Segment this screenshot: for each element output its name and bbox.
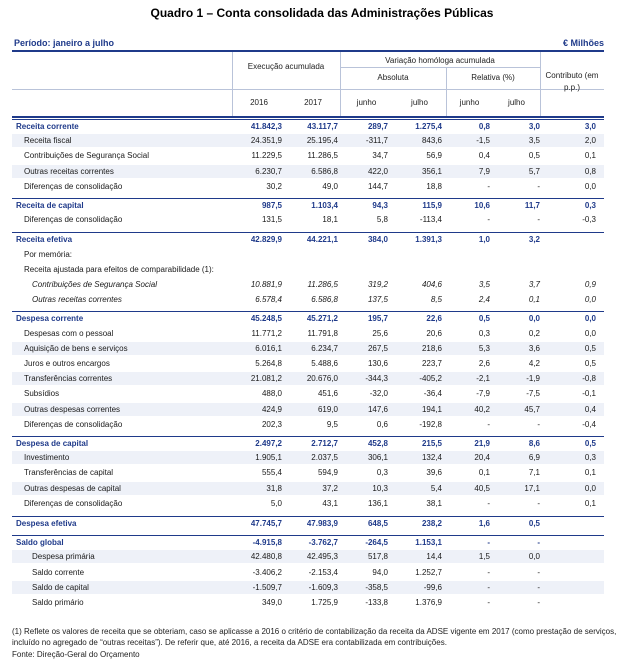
row-value: 136,1 <box>367 498 388 508</box>
table-row <box>12 180 604 193</box>
table-row <box>12 372 604 385</box>
row-value: 1.376,9 <box>415 598 442 607</box>
row-value: 5,8 <box>376 215 388 225</box>
row-value: 0,5 <box>584 439 596 448</box>
row-value: 6.234,7 <box>311 343 338 353</box>
row-value: - <box>487 419 490 429</box>
table-row <box>12 451 604 464</box>
row-value: -1,5 <box>476 136 490 146</box>
row-value: - <box>537 598 540 607</box>
row-label: Despesa efetiva <box>16 519 77 528</box>
row-value: 215,5 <box>421 439 442 448</box>
row-label: Subsídios <box>24 389 60 399</box>
row-value: 43,1 <box>322 498 338 508</box>
row-value: 555,4 <box>261 468 282 478</box>
row-value: 40,5 <box>474 483 490 493</box>
row-value: 488,0 <box>261 389 282 399</box>
row-value: -2,1 <box>476 374 490 384</box>
row-value: 17,1 <box>524 483 540 493</box>
row-value: 0,1 <box>584 468 596 478</box>
row-value: 195,7 <box>367 314 388 324</box>
table-row <box>12 311 604 324</box>
row-value: 5,7 <box>528 166 540 176</box>
table-row <box>12 232 604 245</box>
row-value: 1.252,7 <box>415 567 442 577</box>
row-value: 94,3 <box>372 201 388 210</box>
row-value: 39,6 <box>426 468 442 478</box>
row-value: 6.578,4 <box>255 295 282 305</box>
table-row <box>12 248 604 261</box>
row-value: 137,5 <box>367 295 388 305</box>
row-value: 38,1 <box>426 498 442 508</box>
row-value: 223,7 <box>421 359 442 368</box>
row-value: 1,5 <box>478 552 490 562</box>
row-value: 5,3 <box>478 343 490 353</box>
row-value: 130,6 <box>367 359 388 368</box>
header-absoluta: Absoluta <box>377 73 409 82</box>
row-value: 451,6 <box>317 389 338 399</box>
row-value: -2.153,4 <box>308 567 338 577</box>
row-label: Outras receitas correntes <box>32 295 122 305</box>
footnote: (1) Reflete os valores de receita que se obteriam, caso se aplicasse a 2016 o critério de contabilização da receita da ADSE vigente em 2017 (como prestação de serviços, incluído no agregado de “outras receitas”). De referir que, até 2016, a receita da ADSE era contabilizada em contribuições. <box>12 627 617 647</box>
row-value: 0,1 <box>528 295 540 305</box>
table-row <box>12 436 604 449</box>
row-value: 452,8 <box>367 439 388 448</box>
row-value: 422,0 <box>367 166 388 176</box>
row-value: - <box>537 498 540 508</box>
row-value: 20.676,0 <box>306 374 338 384</box>
row-value: 21.081,2 <box>250 374 282 384</box>
table-row <box>12 149 604 162</box>
row-value: -32,0 <box>369 389 388 399</box>
row-label: Contribuições de Segurança Social <box>24 151 149 161</box>
table-row <box>12 550 604 563</box>
row-value: 56,9 <box>426 151 442 161</box>
row-value: 49,0 <box>322 181 338 191</box>
table-row <box>12 278 604 291</box>
table-row <box>12 535 604 548</box>
row-value: 0,0 <box>584 295 596 305</box>
table-row <box>12 165 604 178</box>
row-value: 0,1 <box>584 151 596 161</box>
table-row <box>12 198 604 211</box>
row-value: 41.842,3 <box>250 122 282 131</box>
row-value: 0,4 <box>584 404 596 414</box>
row-value: 24.351,9 <box>250 136 282 146</box>
row-value: 0,3 <box>584 201 596 210</box>
row-value: - <box>487 598 490 607</box>
header-variacao: Variação homóloga acumulada <box>385 56 495 65</box>
row-value: 3,7 <box>528 280 540 289</box>
row-value: 1.391,3 <box>415 235 442 245</box>
row-value: -311,7 <box>365 136 388 146</box>
row-value: -1,9 <box>526 374 540 384</box>
row-value: 0,5 <box>584 359 596 368</box>
row-value: 5,4 <box>430 483 442 493</box>
row-label: Juros e outros encargos <box>24 359 110 368</box>
row-value: 14,4 <box>426 552 442 562</box>
row-value: 1.275,4 <box>415 122 442 131</box>
row-value: 0,5 <box>528 519 540 528</box>
row-label: Saldo corrente <box>32 567 85 577</box>
row-label: Diferenças de consolidação <box>24 215 123 225</box>
period-label: Período: janeiro a julho <box>14 38 115 48</box>
header-divider <box>12 89 604 90</box>
row-value: 0,0 <box>528 314 540 324</box>
row-value: 0,0 <box>584 181 596 191</box>
row-value: 6,9 <box>528 453 540 463</box>
row-value: -133,8 <box>365 598 388 607</box>
row-value: 11.229,5 <box>251 151 282 161</box>
row-label: Despesa de capital <box>16 439 89 448</box>
row-value: 384,0 <box>367 235 388 245</box>
row-value: 0,1 <box>584 498 596 508</box>
header-junho-absoluta: junho <box>356 98 377 107</box>
row-value: -113,4 <box>419 215 442 225</box>
header-year-2016: 2016 <box>250 98 268 107</box>
row-value: - <box>537 419 540 429</box>
row-value: 0,4 <box>478 151 490 161</box>
row-value: -1.509,7 <box>252 582 282 592</box>
row-value: 30,2 <box>266 181 282 191</box>
row-value: 6.586,8 <box>311 166 338 176</box>
row-value: 3,5 <box>528 136 540 146</box>
row-value: 20,6 <box>426 328 442 338</box>
row-value: - <box>487 181 490 191</box>
row-value: -36,4 <box>423 389 442 399</box>
row-value: 0,0 <box>584 328 596 338</box>
row-value: 3,2 <box>528 235 540 245</box>
table-title: Quadro 1 – Conta consolidada das Administrações Públicas <box>150 6 494 20</box>
table-row <box>12 293 604 306</box>
row-value: -1.609,3 <box>308 582 338 592</box>
row-value: 1.725,9 <box>311 598 338 607</box>
row-value: 132,4 <box>421 453 442 463</box>
row-label: Diferenças de consolidação <box>24 419 123 429</box>
row-value: 5.264,8 <box>255 359 282 368</box>
row-value: 349,0 <box>261 598 282 607</box>
row-value: 2.497,2 <box>255 439 282 448</box>
row-value: 40,2 <box>474 404 490 414</box>
header-year-2017: 2017 <box>304 98 322 107</box>
row-value: - <box>487 582 490 592</box>
row-value: 25.195,4 <box>306 136 338 146</box>
row-label: Despesa corrente <box>16 314 84 324</box>
row-value: 3,6 <box>528 343 540 353</box>
row-value: 131,5 <box>261 215 282 225</box>
row-value: 0,6 <box>376 419 388 429</box>
row-value: 2,0 <box>584 136 596 146</box>
row-value: 18,8 <box>426 181 442 191</box>
row-value: 22,6 <box>426 314 442 324</box>
row-value: 42.495,3 <box>306 552 338 562</box>
row-value: 194,1 <box>421 404 442 414</box>
row-value: -405,2 <box>419 374 442 384</box>
table-row <box>12 403 604 416</box>
row-value: 1,6 <box>478 519 490 528</box>
row-value: -7,5 <box>526 389 540 399</box>
row-value: 31,8 <box>266 483 282 493</box>
row-value: 37,2 <box>322 483 338 493</box>
table-row <box>12 418 604 431</box>
row-value: 147,6 <box>367 404 388 414</box>
table-row <box>12 482 604 495</box>
table-row <box>12 516 604 529</box>
row-value: 0,0 <box>528 552 540 562</box>
row-value: 289,7 <box>367 122 388 131</box>
row-value: 42.480,8 <box>250 552 282 562</box>
row-label: Transferências correntes <box>24 374 113 384</box>
header-execucao: Execução acumulada <box>247 62 325 71</box>
row-value: 0,3 <box>584 453 596 463</box>
row-value: -0,1 <box>582 389 596 399</box>
row-value: -4.915,8 <box>252 538 282 548</box>
row-value: 11.286,5 <box>307 280 338 289</box>
table-row <box>12 342 604 355</box>
row-value: 356,1 <box>421 166 442 176</box>
row-value: 11.771,2 <box>251 328 282 338</box>
row-value: 6.586,8 <box>311 295 338 305</box>
row-value: 648,5 <box>367 519 388 528</box>
row-value: 3,5 <box>478 280 490 289</box>
row-value: 11.286,5 <box>307 151 338 161</box>
row-value: 517,8 <box>367 552 388 562</box>
row-value: 47.745,7 <box>250 519 282 528</box>
row-value: 8,5 <box>430 295 442 305</box>
row-label: Receita efetiva <box>16 235 73 245</box>
row-label: Despesa primária <box>32 552 95 562</box>
row-value: 2.037,5 <box>311 453 338 463</box>
row-label: Saldo primário <box>32 598 84 607</box>
row-value: 3,0 <box>584 122 596 131</box>
table-row <box>12 387 604 400</box>
row-value: 42.829,9 <box>250 235 282 245</box>
row-value: 7,1 <box>528 468 540 478</box>
row-label: Aquisição de bens e serviços <box>24 343 128 353</box>
row-label: Diferenças de consolidação <box>24 498 123 508</box>
row-value: 0,5 <box>584 343 596 353</box>
table-row <box>12 263 604 276</box>
row-value: 11,7 <box>524 201 540 210</box>
header-bottom-rule <box>12 116 604 118</box>
unit-label: € Milhões <box>562 38 604 48</box>
row-value: -358,5 <box>365 582 388 592</box>
row-label: Por memória: <box>24 249 73 259</box>
row-value: - <box>537 582 540 592</box>
row-value: 0,0 <box>584 314 596 324</box>
table-row <box>12 596 604 609</box>
row-value: 424,9 <box>261 404 282 414</box>
row-value: -264,5 <box>365 538 388 548</box>
row-value: 18,1 <box>322 215 338 225</box>
row-value: 987,5 <box>261 201 282 210</box>
row-value: 202,3 <box>261 419 282 429</box>
row-value: 3,0 <box>528 122 540 131</box>
row-value: 843,6 <box>421 136 442 146</box>
row-value: - <box>537 567 540 577</box>
row-value: 2,6 <box>478 359 490 368</box>
table-row <box>12 119 604 132</box>
row-label: Contribuições de Segurança Social <box>32 280 157 289</box>
row-value: 238,2 <box>421 519 442 528</box>
row-value: 9,5 <box>326 419 338 429</box>
row-value: 5.488,6 <box>311 359 338 368</box>
row-value: 94,0 <box>372 567 388 577</box>
row-value: -99,6 <box>423 582 442 592</box>
header-divider <box>340 67 540 68</box>
row-value: 0,9 <box>584 280 596 289</box>
row-value: 6.016,1 <box>255 343 282 353</box>
row-value: - <box>537 181 540 191</box>
row-value: 404,6 <box>421 280 442 289</box>
table-row <box>12 134 604 147</box>
row-value: - <box>537 215 540 225</box>
header-junho-relativa: junho <box>459 98 480 107</box>
row-value: 0,8 <box>478 122 490 131</box>
table-row <box>12 213 604 226</box>
row-value: 0,5 <box>528 151 540 161</box>
row-value: 267,5 <box>367 343 388 353</box>
row-value: 1.905,1 <box>255 453 282 463</box>
row-value: -0,3 <box>582 215 596 225</box>
row-value: 0,3 <box>478 328 490 338</box>
row-label: Outras despesas de capital <box>24 483 121 493</box>
row-value: 218,6 <box>421 343 442 353</box>
row-label: Outras receitas correntes <box>24 166 114 176</box>
row-value: 5,0 <box>270 498 282 508</box>
row-label: Saldo de capital <box>32 582 89 592</box>
row-value: 619,0 <box>317 404 338 414</box>
row-value: - <box>487 567 490 577</box>
row-label: Diferenças de consolidação <box>24 181 123 191</box>
row-value: 115,9 <box>422 201 442 210</box>
row-value: 306,1 <box>367 453 388 463</box>
row-value: 319,2 <box>367 280 388 289</box>
row-value: 0,1 <box>478 468 490 478</box>
table-row <box>12 327 604 340</box>
header-divider <box>540 52 541 116</box>
row-value: 0,2 <box>528 328 540 338</box>
row-value: - <box>487 538 490 548</box>
table-row <box>12 466 604 479</box>
table-row <box>12 357 604 370</box>
row-value: -3.406,2 <box>252 567 282 577</box>
row-label: Receita de capital <box>16 201 84 210</box>
row-value: 4,2 <box>528 359 540 368</box>
header-relativa: Relativa (%) <box>471 73 515 82</box>
header-top-rule <box>12 50 604 52</box>
row-value: 21,9 <box>474 439 490 448</box>
row-label: Despesas com o pessoal <box>24 328 114 338</box>
row-label: Transferências de capital <box>24 468 114 478</box>
row-value: 34,7 <box>372 151 388 161</box>
row-value: 7,9 <box>478 166 490 176</box>
row-value: -192,8 <box>419 419 442 429</box>
row-value: 8,6 <box>528 439 540 448</box>
row-value: -3.762,7 <box>308 538 338 548</box>
row-label: Outras despesas correntes <box>24 404 121 414</box>
row-label: Saldo global <box>16 538 64 548</box>
row-value: 6.230,7 <box>255 166 282 176</box>
row-value: -344,3 <box>365 374 388 384</box>
row-value: 144,7 <box>367 181 388 191</box>
row-value: 2,4 <box>478 295 490 305</box>
row-value: 0,5 <box>478 314 490 324</box>
row-value: -0,4 <box>582 419 596 429</box>
row-value: 44.221,1 <box>306 235 338 245</box>
row-value: 43.117,7 <box>307 122 338 131</box>
row-value: 594,9 <box>317 468 338 478</box>
table-row <box>12 497 604 510</box>
row-value: 0,0 <box>584 483 596 493</box>
header-julho-relativa: julho <box>508 98 525 107</box>
row-label: Receita ajustada para efeitos de comparabilidade (1): <box>24 264 214 274</box>
row-value: 11.791,8 <box>307 328 338 338</box>
table-row <box>12 581 604 594</box>
row-value: 45.271,2 <box>306 314 338 324</box>
source-note: Fonte: Direção-Geral do Orçamento <box>12 650 140 659</box>
row-value: 0,8 <box>584 166 596 176</box>
row-label: Receita corrente <box>16 122 79 131</box>
row-value: 2.712,7 <box>311 439 338 448</box>
row-value: 20,4 <box>474 453 490 463</box>
row-value: -0,8 <box>582 374 596 384</box>
row-label: Investimento <box>24 453 70 463</box>
header-julho-absoluta: julho <box>411 98 428 107</box>
row-value: 1.103,4 <box>311 201 338 210</box>
row-value: 45.248,5 <box>250 314 282 324</box>
row-label: Receita fiscal <box>24 136 72 146</box>
row-value: 10,6 <box>474 201 490 210</box>
row-value: -7,9 <box>476 389 490 399</box>
table-row <box>12 566 604 579</box>
row-value: - <box>537 538 540 548</box>
row-value: 1,0 <box>478 235 490 245</box>
row-value: - <box>487 498 490 508</box>
row-value: - <box>487 215 490 225</box>
row-value: 45,7 <box>524 404 540 414</box>
row-value: 47.983,9 <box>306 519 338 528</box>
row-value: 1.153,1 <box>415 538 442 548</box>
row-value: 25,6 <box>372 328 388 338</box>
row-value: 10.881,9 <box>250 280 282 289</box>
header-contributo: Contributo (em p.p.) <box>545 71 599 92</box>
row-value: 10,3 <box>372 483 388 493</box>
row-value: 0,3 <box>376 468 388 478</box>
